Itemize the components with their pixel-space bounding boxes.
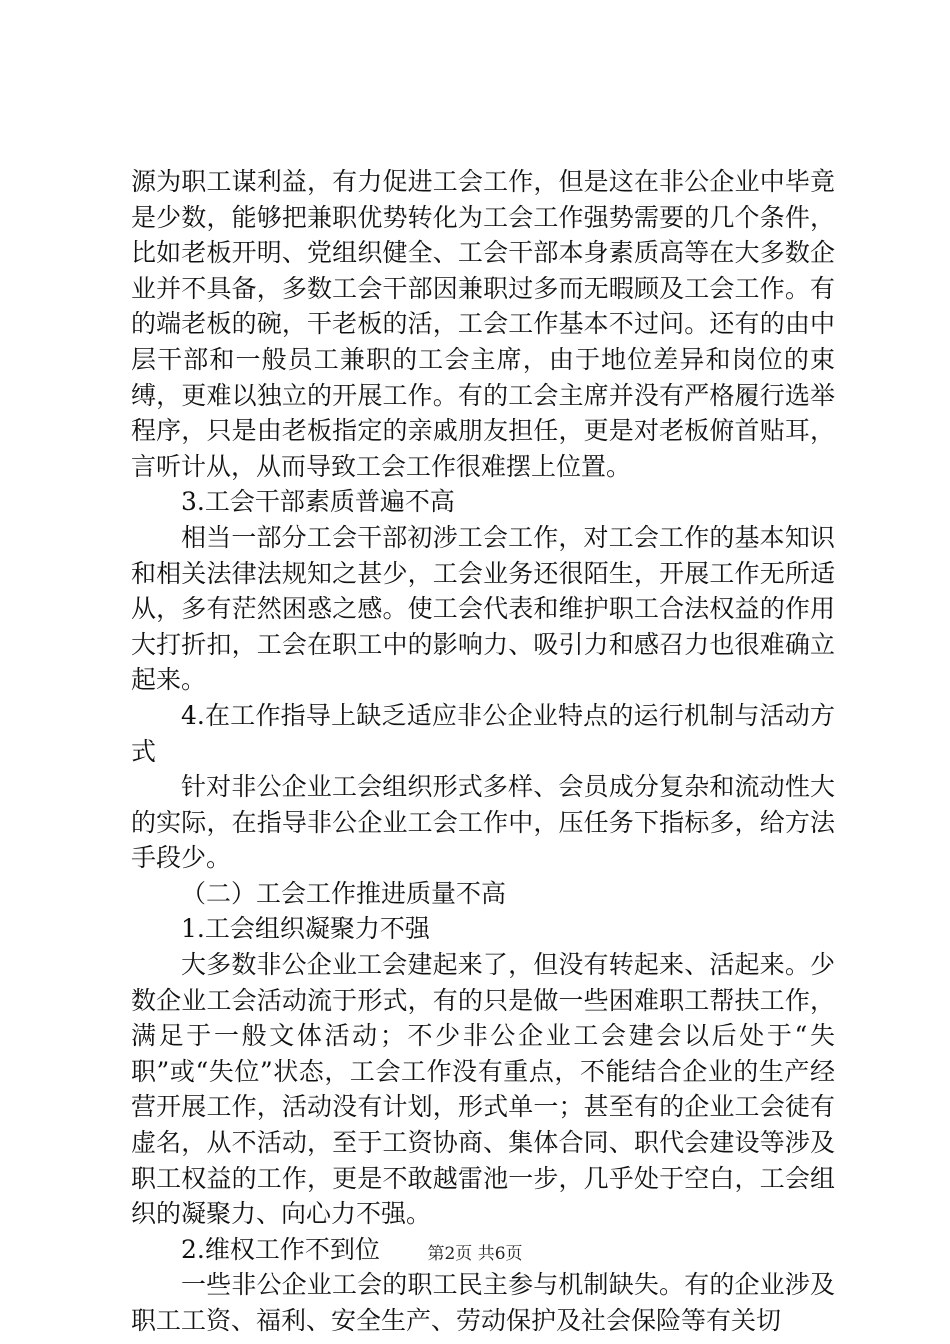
document-body — [131, 164, 835, 1339]
paragraph-item-4: 针对非公企业工会组织形式多样、会员成分复杂和流动性大的实际，在指导非公企业工会工作中，压任务下指标多，给方法手段少。 — [131, 772, 835, 873]
paragraph-subitem-1: 大多数非公企业工会建起来了，但没有转起来、活起来。少数企业工会活动流于形式，有的只是做一些困难职工帮扶工作，满足于一般文体活动；不少非公企业工会建会以后处于“失职”或“失位”状态，工会工作没有重点，不能结合企业的生产经营开展工作，活动没有计划，形式单一；甚至有的企业工会徒有虚名，从不活动，至于工资协商、集体合同、职代会建设等涉及职工权益的工作，更是不敢越雷池一步，几乎处于空白，工会组织的凝聚力、向心力不强。 — [131, 950, 835, 1229]
paragraph-continued: 源为职工谋利益，有力促进工会工作，但是这在非公企业中毕竟是少数，能够把兼职优势转化为工会工作强势需要的几个条件，比如老板开明、党组织健全、工会干部本身素质高等在大多数企业并不具备，多数工会干部因兼职过多而无暇顾及工会工作。有的端老板的碗，干老板的活，工会工作基本不过问。还有的由中层干部和一般员工兼职的工会主席，由于地位差异和岗位的束缚，更难以独立的开展工作。有的工会主席并没有严格履行选举程序，只是由老板指定的亲戚朋友担任，更是对老板俯首贴耳，言听计从，从而导致工会工作很难摆上位置。 — [131, 167, 835, 481]
heading-item-3: 3.工会干部素质普遍不高 — [181, 487, 455, 517]
section-heading-2: （二）工会工作推进质量不高 — [181, 878, 507, 908]
paragraph-subitem-2: 一些非公企业工会的职工民主参与机制缺失。有的企业涉及职工工资、福利、安全生产、劳动保护及社会保险等有关切 — [131, 1270, 835, 1335]
page-number-footer: 第2页 共6页 — [427, 1244, 523, 1264]
paragraph-item-3: 相当一部分工会干部初涉工会工作，对工会工作的基本知识和相关法律法规知之甚少，工会业务还很陌生，开展工作无所适从，多有茫然困惑之感。使工会代表和维护职工合法权益的作用大打折扣，工会在职工中的影响力、吸引力和感召力也很难确立起来。 — [131, 522, 835, 695]
heading-subitem-1: 1.工会组织凝聚力不强 — [181, 914, 430, 944]
heading-item-4: 4.在工作指导上缺乏适应非公企业特点的运行机制与活动方式 — [131, 700, 835, 766]
heading-subitem-2: 2.维权工作不到位 — [181, 1234, 380, 1264]
